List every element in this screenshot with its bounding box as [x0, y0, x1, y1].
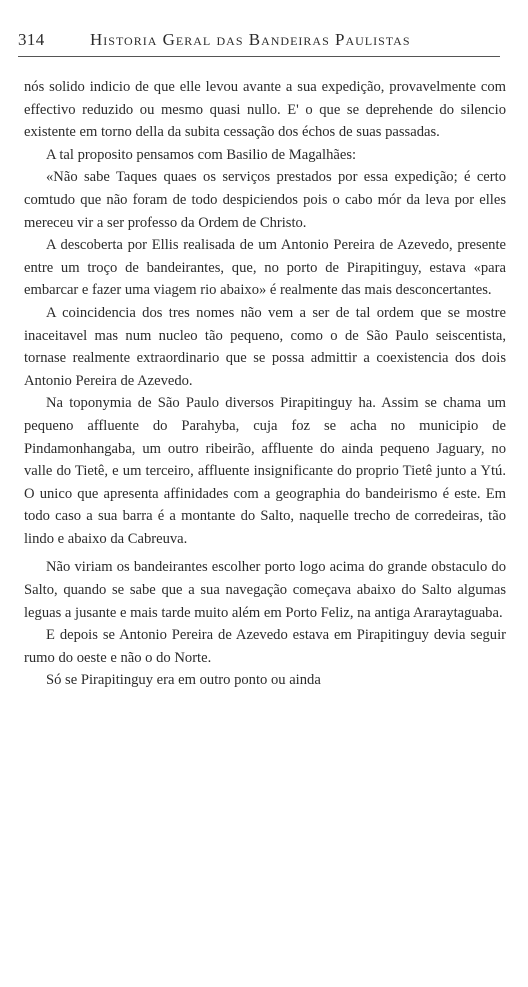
page-number: 314	[18, 30, 45, 49]
paragraph-5: A coincidencia dos tres nomes não vem a ser de tal ordem que se mostre inaceitavel mas num nucleo tão pequeno, como o de São Paulo seiscentista, tornase realmente extraordinario que se possa admittir a coexistencia dos dois Antonio Pereira de Azevedo.	[24, 304, 506, 389]
paragraph-8: E depois se Antonio Pereira de Azevedo estava em Pirapitinguy devia seguir rumo do oeste e não o do Norte.	[24, 627, 506, 666]
paragraph-7: Não viriam os bandeirantes escolher porto logo acima do grande obstaculo do Salto, quando se sabe que a sua navegação começava abaixo do Salto algumas leguas a jusante e mais tarde muito além em Porto Feliz, na antiga Araraytaguaba.	[24, 559, 506, 621]
paragraph-9: Só se Pirapitinguy era em outro ponto ou ainda	[46, 672, 321, 689]
body-text	[24, 76, 506, 692]
paragraph-6: Na toponymia de São Paulo diversos Pirapitinguy ha. Assim se chama um pequeno affluente do Parahyba, cuja foz se acha no municipio de Pindamonhangaba, um outro ribeirão, affluente do ainda pequeno Jaguary, no valle do Tietê, e um terceiro, affluente insignificante do proprio Tietê junto a Ytú. O unico que apresenta affinidades com a geographia do bandeirismo é este. Em todo caso a sua barra é a montante do Salto, naquelle trecho de corredeiras, tão lindo e abaixo da Cabreuva.	[24, 395, 506, 547]
header-rule	[18, 56, 500, 57]
paragraph-3: «Não sabe Taques quaes os serviços prestados por essa expedição; é certo comtudo que não foram de todo despiciendos pois o cabo mór da leva por elles mereceu vir a ser professo da Ordem de Christo.	[24, 169, 506, 231]
paragraph-4: A descoberta por Ellis realisada de um Antonio Pereira de Azevedo, presente entre um troço de bandeirantes, que, no porto de Pirapitinguy, estava «para embarcar e fazer uma viagem rio abaixo» é realmente das mais desconcertantes.	[24, 237, 506, 299]
running-title: Historia Geral das Bandeiras Paulistas	[90, 30, 411, 49]
paragraph-2: A tal proposito pensamos com Basilio de Magalhães:	[46, 146, 357, 163]
paragraph-1: nós solido indicio de que elle levou avante a sua expedição, provavelmente com effectivo reduzido ou mesmo quasi nullo. E' o que se deprehende do silencio existente em torno della da subita cessação dos échos de suas passadas.	[24, 79, 506, 141]
running-head	[18, 30, 500, 54]
